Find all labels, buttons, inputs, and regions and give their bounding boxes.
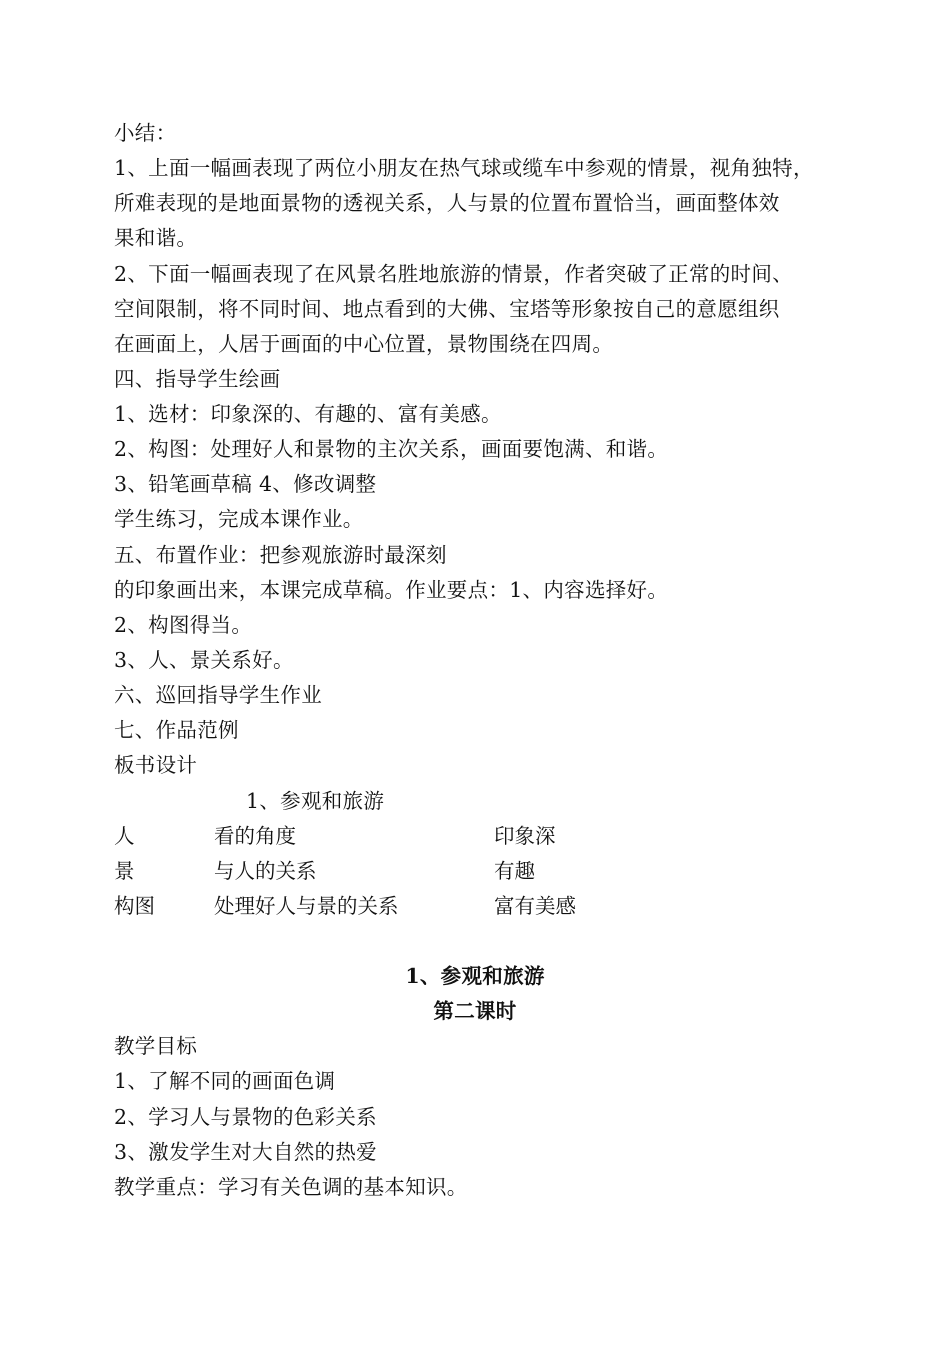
summary-item-2-line-3: 在画面上，人居于画面的中心位置，景物围绕在四周。 bbox=[114, 332, 614, 356]
goals-heading: 教学目标 bbox=[114, 1034, 198, 1058]
goal-item-1: 1、了解不同的画面色调 bbox=[114, 1069, 336, 1093]
section-heading-5-line-2: 的印象画出来，本课完成草稿。作业要点：1、内容选择好。 bbox=[114, 578, 669, 602]
board-cell-content: 看的角度 bbox=[214, 824, 296, 848]
goal-item-2: 2、学习人与景物的色彩关系 bbox=[114, 1105, 377, 1129]
summary-item-2-line-1: 2、下面一幅画表现了在风景名胜地旅游的情景，作者突破了正常的时间、 bbox=[114, 262, 793, 286]
guide-item-3: 3、铅笔画草稿 4、修改调整 bbox=[114, 472, 377, 496]
board-title: 1、参观和旅游 bbox=[246, 789, 385, 813]
homework-point-2: 2、构图得当。 bbox=[114, 613, 253, 637]
summary-item-1-line-1: 1、上面一幅画表现了两位小朋友在热气球或缆车中参观的情景，视角独特， bbox=[114, 156, 814, 180]
board-cell-content: 与人的关系 bbox=[214, 859, 317, 883]
guide-item-2: 2、构图：处理好人和景物的主次关系，画面要饱满、和谐。 bbox=[114, 437, 669, 461]
board-cell-subject: 构图 bbox=[114, 894, 155, 918]
board-design-heading: 板书设计 bbox=[114, 753, 198, 777]
section-heading-4: 四、指导学生绘画 bbox=[114, 367, 281, 391]
summary-heading: 小结： bbox=[114, 121, 177, 145]
practice-text: 学生练习，完成本课作业。 bbox=[114, 507, 364, 531]
key-point: 教学重点：学习有关色调的基本知识。 bbox=[114, 1175, 468, 1199]
summary-item-1-line-2: 所难表现的是地面景物的透视关系，人与景的位置布置恰当，画面整体效 bbox=[114, 191, 780, 215]
lesson-subtitle: 第二课时 bbox=[433, 999, 517, 1023]
summary-item-2-line-2: 空间限制，将不同时间、地点看到的大佛、宝塔等形象按自己的意愿组织 bbox=[114, 297, 780, 321]
board-cell-content: 处理好人与景的关系 bbox=[214, 894, 399, 918]
board-cell-subject: 人 bbox=[114, 824, 135, 848]
board-cell-goal: 有趣 bbox=[494, 859, 535, 883]
section-heading-5-line-1: 五、布置作业：把参观旅游时最深刻 bbox=[114, 543, 447, 567]
section-heading-6: 六、巡回指导学生作业 bbox=[114, 683, 322, 707]
board-cell-goal: 印象深 bbox=[494, 824, 556, 848]
summary-item-1-line-3: 果和谐。 bbox=[114, 226, 198, 250]
board-cell-goal: 富有美感 bbox=[494, 894, 576, 918]
board-cell-subject: 景 bbox=[114, 859, 135, 883]
guide-item-1: 1、选材：印象深的、有趣的、富有美感。 bbox=[114, 402, 502, 426]
homework-point-3: 3、人、景关系好。 bbox=[114, 648, 294, 672]
section-heading-7: 七、作品范例 bbox=[114, 718, 239, 742]
goal-item-3: 3、激发学生对大自然的热爱 bbox=[114, 1140, 377, 1164]
lesson-title: 1、参观和旅游 bbox=[405, 964, 545, 988]
